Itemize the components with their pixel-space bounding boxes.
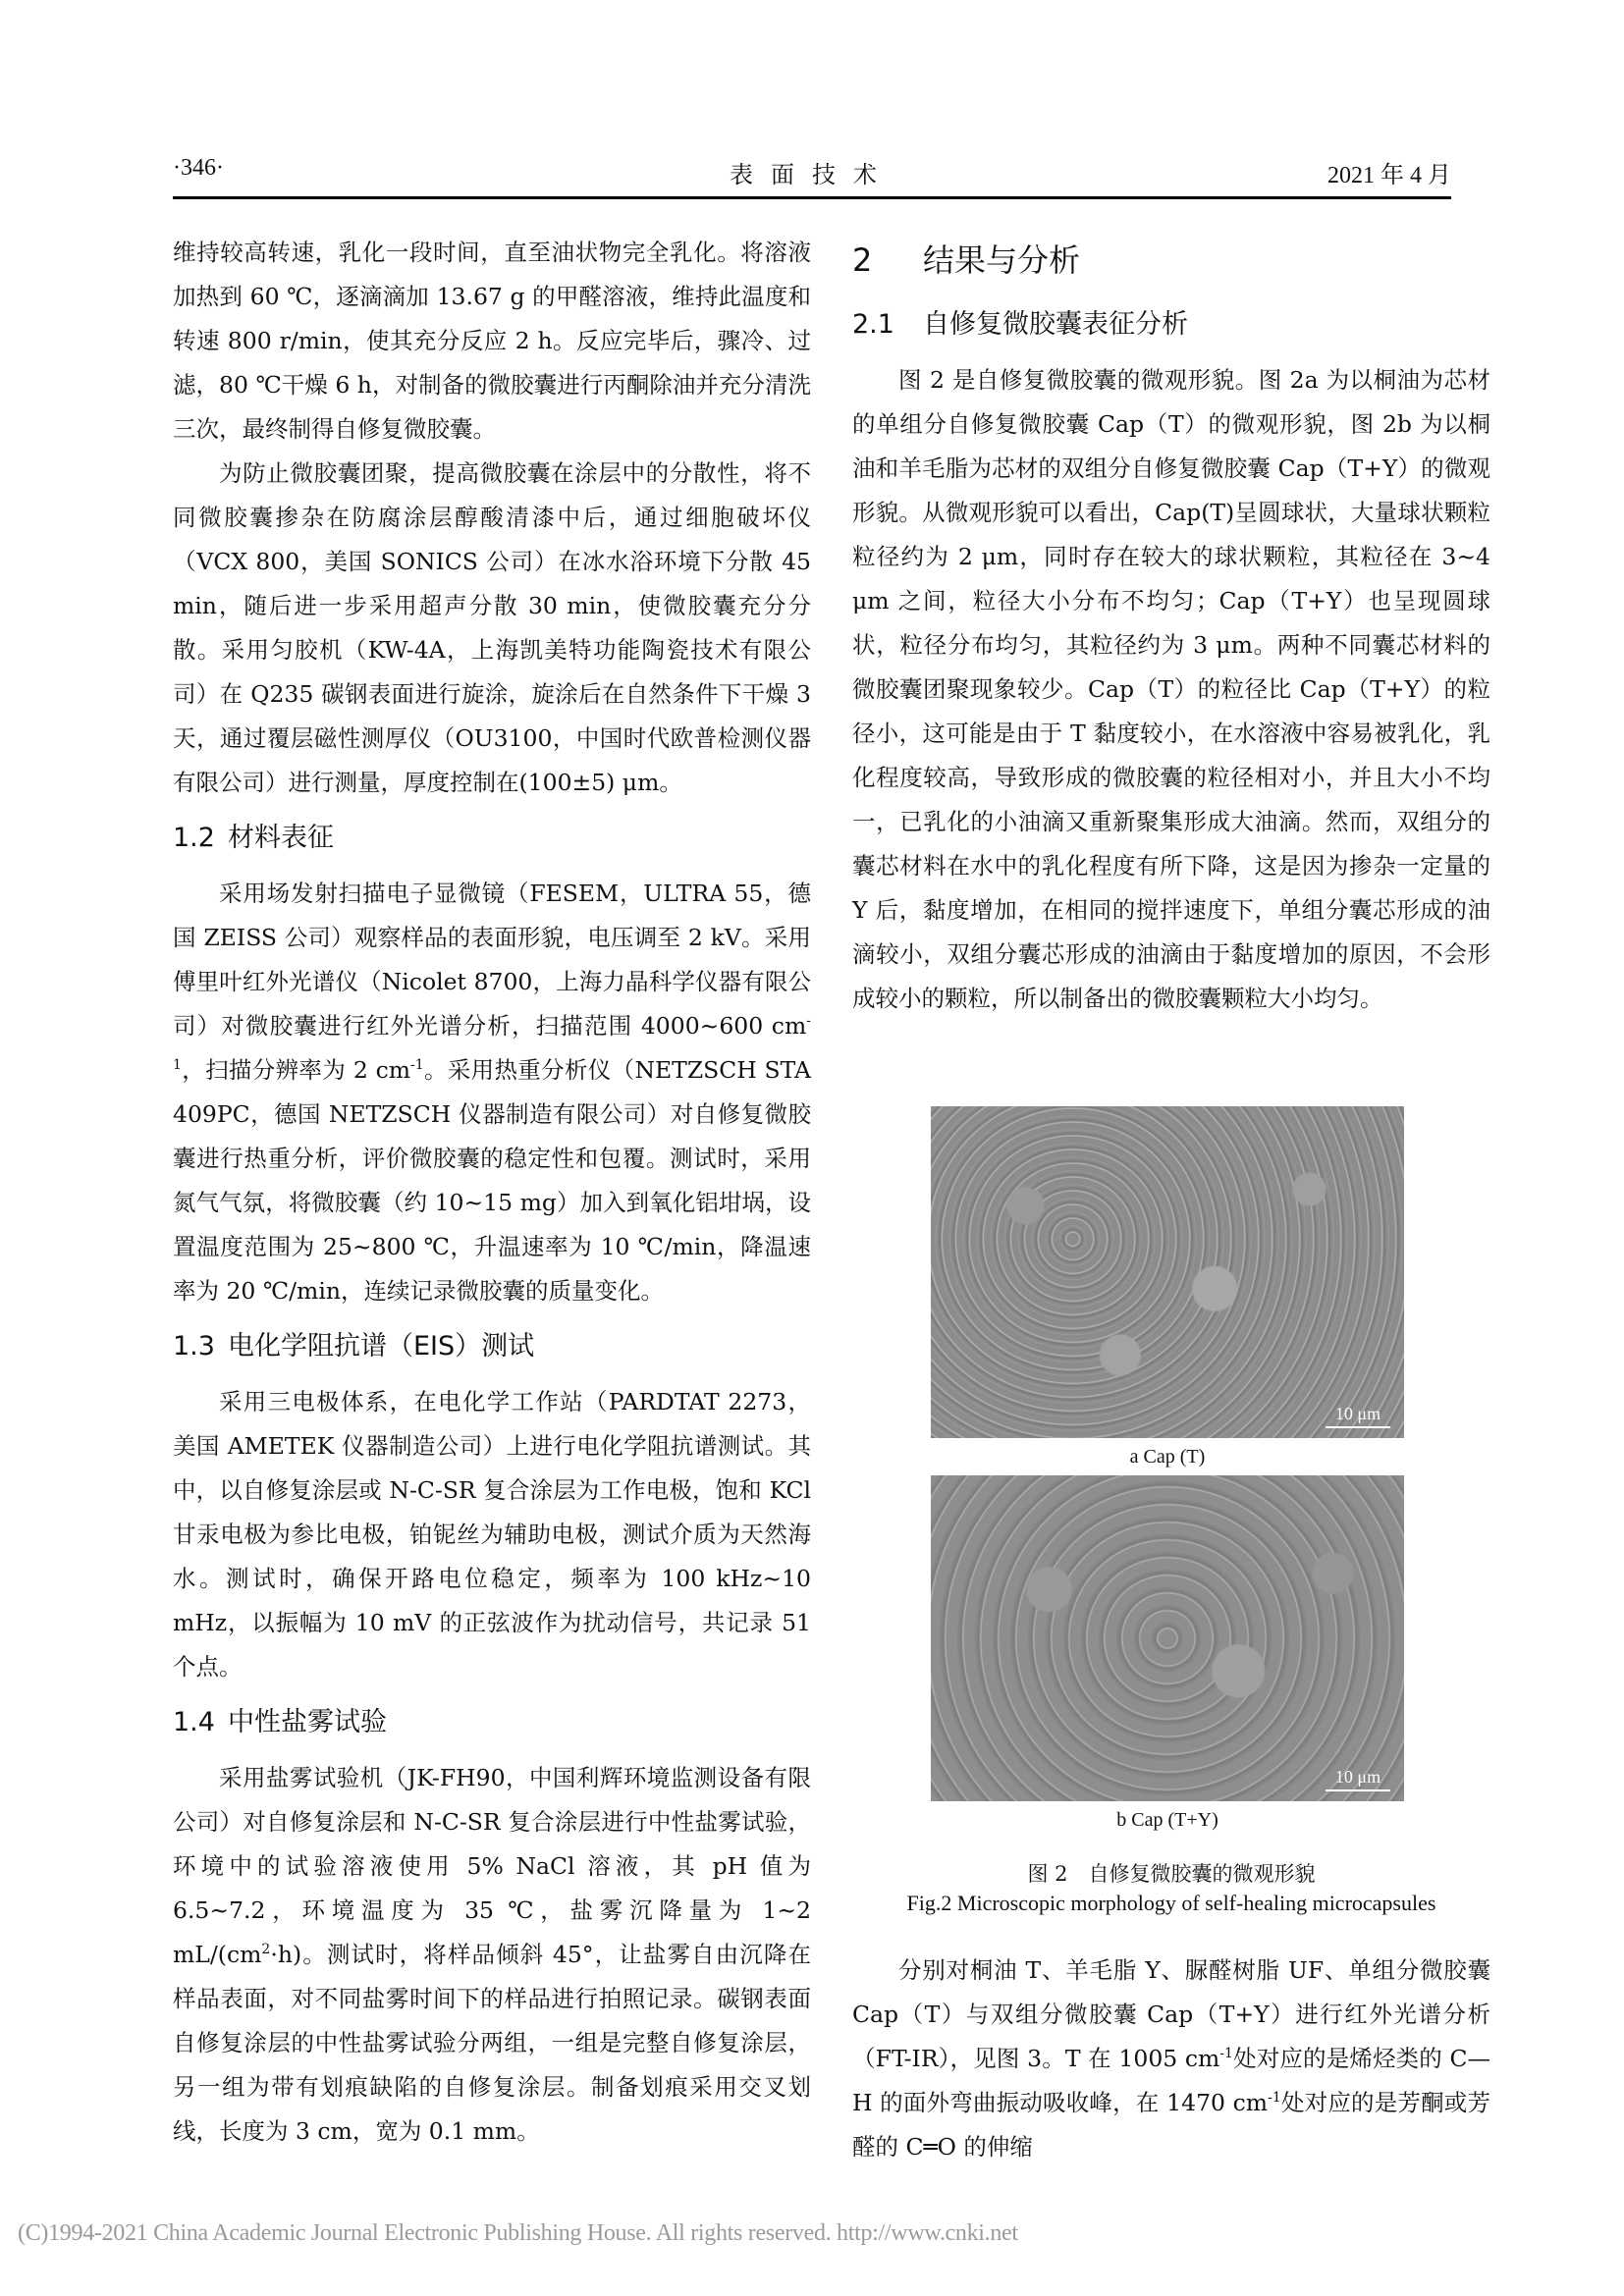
subfigure-caption-a: a Cap (T) — [1129, 1446, 1206, 1468]
section-heading-1-3: 1.3 电化学阻抗谱（EIS）测试 — [173, 1331, 535, 1362]
section-heading-2: 2 结果与分析 — [852, 241, 1081, 279]
paragraph: 采用场发射扫描电子显微镜（FESEM，ULTRA 55，德国 ZEISS 公司）观察样品的表面形貌，电压调至 2 kV。采用傅里叶红外光谱仪（Nicolet 8700，上海力晶科学仪器有限公司）对微胶囊进行红外光谱分析，扫描范围 4000~600 $cm^{-1}$，扫描分辨率为 2 $cm^{-1}$。采用热重分析仪（NETZSCH STA 409PC，德国 NETZSCH 仪器制造有限公司）对自修复微胶囊进行热重分析，评价微胶囊的稳定性和包覆。测试时，采用氮气气氛，将微胶囊（约 10~15 mg）加入到氧化铝坩埚，设置温度范围为 25~800 ℃，升温速率为 10 ℃/min，降温速率为 20 ℃/min，连续记录微胶囊的质量变化。 — [173, 880, 811, 1305]
page-number: ·346· — [173, 155, 224, 181]
copyright-footer: (C)1994-2021 China Academic Journal Electronic Publishing House. All rights reserved. http://www.cnki.net — [18, 2220, 1018, 2246]
paragraph: 为防止微胶囊团聚，提高微胶囊在涂层中的分散性，将不同微胶囊掺杂在防腐涂层醇酸清漆中后，通过细胞破坏仪（VCX 800，美国 SONICS 公司）在冰水浴环境下分散 45 min，随后进一步采用超声分散 30 min，使微胶囊充分分散。采用匀胶机（KW-4A，上海凯美特功能陶瓷技术有限公司）在 Q235 碳钢表面进行旋涂，旋涂后在自然条件下干燥 3 天，通过覆层磁性测厚仪（OU3100，中国时代欧普检测仪器有限公司）进行测量，厚度控制在(100±5) μm。 — [173, 459, 811, 796]
left-column — [173, 231, 811, 2154]
figure-caption — [852, 1859, 1490, 1918]
section-heading-1-4: 1.4 中性盐雾试验 — [173, 1707, 387, 1737]
journal-title: 表面技术 — [730, 163, 894, 188]
right-column — [852, 231, 1490, 1021]
section-heading-2-1: 2.1 自修复微胶囊表征分析 — [852, 309, 1188, 340]
paragraph: 采用盐雾试验机（JK-FH90，中国利辉环境监测设备有限公司）对自修复涂层和 N-C-SR 复合涂层进行中性盐雾试验，环境中的试验溶液使用 5% NaCl 溶液，其 pH 值为 6.5~7.2，环境温度为 35 ℃，盐雾沉降量为 1~2 $mL/(cm^2\cdot h)$。测试时，将样品倾斜 45°，让盐雾自由沉降在样品表面，对不同盐雾时间下的样品进行拍照记录。碳钢表面自修复涂层的中性盐雾试验分两组，一组是完整自修复涂层，另一组为带有划痕缺陷的自修复涂层。制备划痕采用交叉划线，长度为 3 cm，宽为 0.1 mm。 — [173, 1764, 811, 2145]
subfigure-caption-b: b Cap (T+Y) — [1116, 1809, 1218, 1831]
figure-caption-en: Fig.2 Microscopic morphology of self-healing microcapsules — [906, 1891, 1436, 1915]
paragraph: 采用三电极体系，在电化学工作站（PARDTAT 2273，美国 AMETEK 仪器制造公司）上进行电化学阻抗谱测试。其中，以自修复涂层或 N-C-SR 复合涂层为工作电极，饱和 KCl 甘汞电极为参比电极，铂铌丝为辅助电极，测试介质为天然海水。测试时，确保开路电位稳定，频率为 100 kHz~10 mHz，以振幅为 10 mV 的正弦波作为扰动信号，共记录 51 个点。 — [173, 1388, 811, 1681]
issue-date: 2021 年 4 月 — [1327, 163, 1451, 188]
running-header — [173, 147, 1451, 199]
paragraph: 图 2 是自修复微胶囊的微观形貌。图 2a 为以桐油为芯材的单组分自修复微胶囊 Cap（T）的微观形貌，图 2b 为以桐油和羊毛脂为芯材的双组分自修复微胶囊 Cap（T+Y）的微观形貌。从微观形貌可以看出，Cap(T)呈圆球状，大量球状颗粒粒径约为 2 μm，同时存在较大的球状颗粒，其粒径在 3~4 μm 之间，粒径大小分布不均匀；Cap（T+Y）也呈现圆球状，粒径分布均匀，其粒径约为 3 μm。两种不同囊芯材料的微胶囊团聚现象较少。Cap（T）的粒径比 Cap（T+Y）的粒径小，这可能是由于 T 黏度较小，在水溶液中容易被乳化，乳化程度较高，导致形成的微胶囊的粒径相对小，并且大小不均一，已乳化的小油滴又重新聚集形成大油滴。然而，双组分的囊芯材料在水中的乳化程度有所下降，这是因为掺杂一定量的 Y 后，黏度增加，在相同的搅拌速度下，单组分囊芯形成的油滴较小，双组分囊芯形成的油滴由于黏度增加的原因，不会形成较小的颗粒，所以制备出的微胶囊颗粒大小均匀。 — [852, 366, 1490, 1012]
sem-image-cap-ty — [931, 1475, 1404, 1801]
scale-bar: 10 μm — [1326, 1404, 1390, 1428]
figure-caption-zh: 图 2 自修复微胶囊的微观形貌 — [1027, 1862, 1316, 1886]
paragraph: 分别对桐油 T、羊毛脂 Y、脲醛树脂 UF、单组分微胶囊 Cap（T）与双组分微胶囊 Cap（T+Y）进行红外光谱分析（FT-IR），见图 3。T 在 1005 $cm^{-1}$处对应的是烯烃类的 C—H 的面外弯曲振动吸收峰，在 1470 $cm^{-1}$处对应的是芳酮或芳醛的 C═O 的伸缩 — [852, 1956, 1491, 2161]
sem-image-cap-t — [931, 1106, 1404, 1438]
section-heading-1-2: 1.2 材料表征 — [173, 823, 334, 853]
figure-2 — [931, 1106, 1404, 1839]
paragraph: 维持较高转速，乳化一段时间，直至油状物完全乳化。将溶液加热到 60 ℃，逐滴滴加 13.67 g 的甲醛溶液，维持此温度和转速 800 r/min，使其充分反应 2 h。反应完毕后，骤冷、过滤，80 ℃干燥 6 h，对制备的微胶囊进行丙酮除油并充分清洗三次，最终制得自修复微胶囊。 — [173, 239, 811, 443]
scale-bar: 10 μm — [1326, 1767, 1390, 1791]
right-column-continued — [852, 1949, 1490, 2169]
